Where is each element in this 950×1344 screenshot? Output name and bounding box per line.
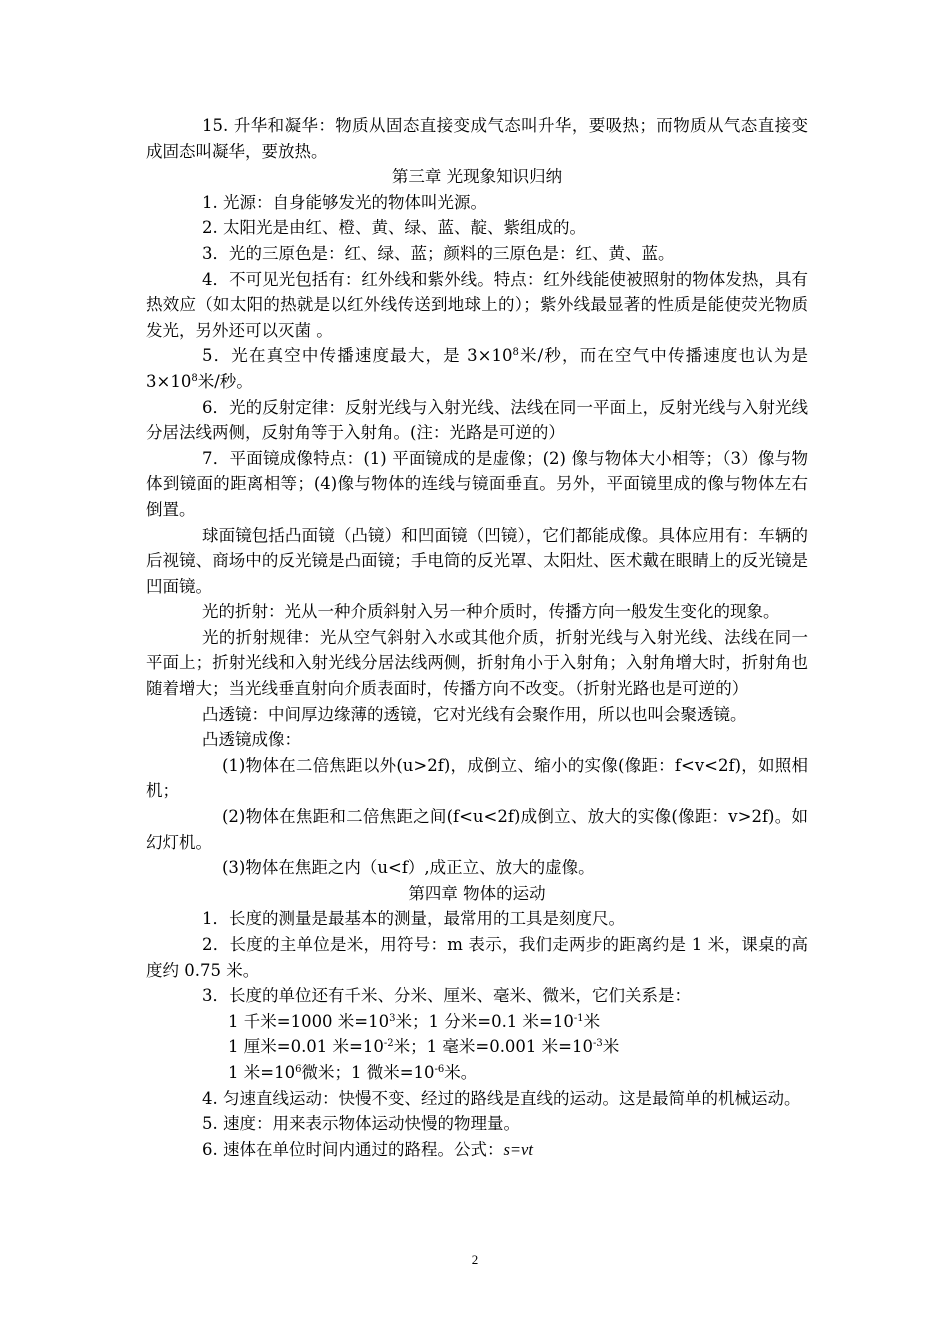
paragraph-refraction-law: 光的折射规律：光从空气斜射入水或其他介质，折射光线与入射光线、法线在同一平面上；折射光线和入射光线分居法线两侧，折射角小于入射角；入射角增大时，折射角也随着增大；当光线垂直射向介质表面时，传播方向不改变。（折射光路也是可逆的） xyxy=(146,627,808,699)
paragraph-primary-colors: 3．光的三原色是：红、绿、蓝；颜料的三原色是：红、黄、蓝。 xyxy=(202,243,675,263)
paragraph-sunlight: 2. 太阳光是由红、橙、黄、绿、蓝、靛、紫组成的。 xyxy=(202,218,586,238)
chapter-4-heading: 第四章 物体的运动 xyxy=(408,883,546,903)
paragraph-uniform-motion: 4. 匀速直线运动：快慢不变、经过的路线是直线的运动。这是最简单的机械运动。 xyxy=(202,1088,801,1108)
paragraph-speed-formula: 6. 速体在单位时间内通过的路程。公式：s=vt xyxy=(202,1139,533,1159)
unit-relation-line-3: 1 米$=10^6$微米；1 微米$=10^{-6}$米。 xyxy=(228,1062,478,1082)
unit-relation-line-2: 1 厘米=0.01 米$=10^{-2}$米；1 毫米=0.001 米$=10^{-3}$米 xyxy=(228,1037,620,1057)
paragraph-sublimation: 15. 升华和凝华：物质从固态直接变成气态叫升华，要吸热；而物质从气态直接变成固态叫凝华，要放热。 xyxy=(146,116,808,161)
chapter-3-heading: 第三章 光现象知识归纳 xyxy=(391,167,563,187)
page-number: 2 xyxy=(471,1252,479,1267)
unit-relation-line-1: 1 千米=1000 米$=10^3$米；1 分米=0.1 米$=10^{-1}$米 xyxy=(228,1011,601,1031)
paragraph-refraction: 光的折射：光从一种介质斜射入另一种介质时，传播方向一般发生变化的现象。 xyxy=(202,602,780,622)
paragraph-reflection-law: 6．光的反射定律：反射光线与入射光线、法线在同一平面上，反射光线与入射光线分居法线两侧，反射角等于入射角。(注：光路是可逆的） xyxy=(146,397,808,443)
paragraph-spherical-mirror: 球面镜包括凸面镜（凸镜）和凹面镜（凹镜），它们都能成像。具体应用有：车辆的后视镜、商场中的反光镜是凸面镜；手电筒的反光罩、太阳灶、医术戴在眼睛上的反光镜是凹面镜。 xyxy=(146,525,808,596)
paragraph-imaging-case-1: (1)物体在二倍焦距以外(u>2f)，成倒立、缩小的实像(像距：f<v<2f)，如照相机； xyxy=(146,755,808,801)
paragraph-imaging-case-3: (3)物体在焦距之内（u<f）,成正立、放大的虚像。 xyxy=(222,858,595,878)
paragraph-speed: 5. 速度：用来表示物体运动快慢的物理量。 xyxy=(202,1114,520,1134)
paragraph-convex-lens: 凸透镜：中间厚边缘薄的透镜，它对光线有会聚作用，所以也叫会聚透镜。 xyxy=(202,704,747,724)
paragraph-length-measure: 1．长度的测量是最基本的测量，最常用的工具是刻度尺。 xyxy=(202,909,625,929)
paragraph-plane-mirror: 7．平面镜成像特点：(1) 平面镜成的是虚像；(2) 像与物体大小相等；（3）像与物体到镜面的距离相等；(4)像与物体的连线与镜面垂直。另外，平面镜里成的像与物体左右倒置。 xyxy=(146,448,808,519)
paragraph-length-unit: 2．长度的主单位是米，用符号：m 表示，我们走两步的距离约是 1 米，课桌的高度约 0.75 米。 xyxy=(146,935,808,980)
paragraph-light-speed: 5．光在真空中传播速度最大，是 $3\times 10^8$米/秒，而在空气中传播速度也认为是 $3\times 10^8$米/秒。 xyxy=(146,346,809,391)
paragraph-length-units-list: 3．长度的单位还有千米、分米、厘米、毫米、微米，它们关系是： xyxy=(202,986,691,1006)
document-body xyxy=(146,113,808,1162)
speed-formula: s=vt xyxy=(503,1139,533,1159)
paragraph-imaging-case-2: (2)物体在焦距和二倍焦距之间(f<u<2f)成倒立、放大的实像(像距：v>2f)。如幻灯机。 xyxy=(146,807,808,852)
paragraph-light-source: 1. 光源：自身能够发光的物体叫光源。 xyxy=(202,192,487,212)
paragraph-lens-imaging: 凸透镜成像： xyxy=(202,730,301,750)
paragraph-invisible-light: 4．不可见光包括有：红外线和紫外线。特点：红外线能使被照射的物体发热，具有热效应（如太阳的热就是以红外线传送到地球上的）；紫外线最显著的性质是能使荧光物质发光，另外还可以灭菌 。 xyxy=(146,269,808,340)
